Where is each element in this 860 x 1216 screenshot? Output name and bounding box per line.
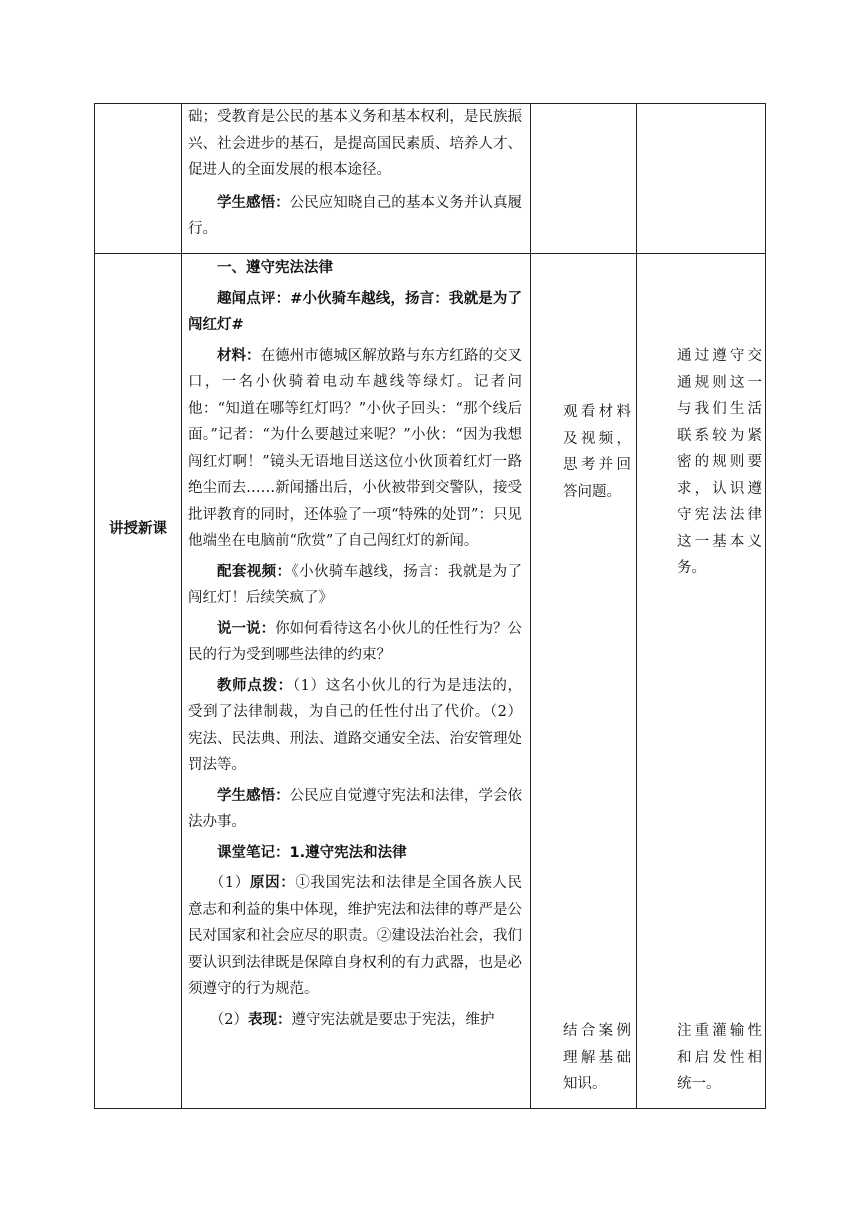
feeling-text: 公民应自觉遵守宪法和法律，学会依法办事。	[188, 787, 522, 830]
section-heading	[188, 255, 522, 282]
design-intent-1	[677, 343, 762, 582]
row-divider	[95, 253, 765, 254]
material-text: 在德州市德城区解放路与东方红路的交叉口，一名小伙骑着电动车越线等绿灯。记者问他：“知道在哪等红灯吗？”小伙子回头：“那个线后面。”记者：“为什么要越过来呢？”小伙：“因为我想闯红灯啊！”镜头无语地目送这位小伙顶着红灯一路绝尘而去……新闻播出后，小伙被带到交警队，接受批评教育的同时，还体验了一项“特殊的处罚”：只见他端坐在电脑前“欣赏”了自己闯红灯的新闻。	[188, 347, 523, 549]
say-text: 你如何看待这名小伙儿的任性行为？公民的行为受到哪些法律的约束？	[188, 620, 523, 663]
student-activity-2-text: 结合案例理解基础知识。	[563, 1023, 631, 1092]
row1-continued-text: 础；受教育是公民的基本义务和基本权利，是民族振兴、社会进步的基石，是提高国民素质、培养人才、促进人的全面发展的根本途径。	[188, 109, 522, 178]
design-intent-1-text: 通过遵守交通规则这一与我们生活联系较为紧密的规则要求，认识遵守宪法法律这一基本义务。	[677, 348, 762, 576]
news-title	[188, 286, 522, 339]
say-paragraph	[188, 616, 522, 669]
news-title-text: 趣闻点评：#小伙骑车越线，扬言：我就是为了闯红灯#	[188, 290, 522, 333]
notes-label: 课堂笔记：	[217, 844, 290, 861]
lesson-table	[94, 103, 766, 1109]
student-activity-1	[563, 399, 631, 505]
teacher-text: （1）这名小伙儿的行为是违法的，受到了法律制裁，为自己的任性付出了代价。（2）宪法、民法典、刑法、道路交通安全法、治安管理处罚法等。	[188, 677, 523, 773]
video-label: 配套视频：	[217, 563, 292, 580]
show-text: 遵守宪法就是要忠于宪法，维护	[291, 1011, 495, 1028]
column-divider	[636, 104, 637, 1108]
notes-paragraph	[188, 840, 522, 867]
heading-text: 一、遵守宪法法律	[217, 260, 333, 276]
row1-content-cell	[188, 104, 522, 243]
design-intent-2-text: 注重灌输性和启发性相统一。	[677, 1023, 762, 1092]
student-feeling-label: 学生感悟：	[217, 194, 290, 211]
feeling-label: 学生感悟：	[217, 787, 290, 804]
student-activity-2	[563, 1018, 631, 1098]
section-label: 讲授新课	[109, 521, 167, 537]
show-paragraph	[188, 1007, 522, 1034]
notes-title: 1.遵守宪法和法律	[289, 844, 407, 861]
say-label: 说一说：	[217, 620, 276, 637]
row1-student-feeling	[188, 190, 522, 243]
reason-paragraph	[188, 870, 522, 1003]
row2-content-cell	[188, 255, 522, 1033]
teacher-label: 教师点拨：	[217, 677, 293, 694]
student-activity-1-text: 观看材料及视频，思考并回答问题。	[563, 404, 631, 500]
reason-label: 原因：	[249, 875, 296, 891]
reason-text: ①我国宪法和法律是全国各族人民意志和利益的集中体现，维护宪法和法律的尊严是公民对国家和社会应尽的职责。②建设法治社会，我们要认识到法律既是保障自身权利的有力武器，也是必须遵守的行为规范。	[188, 875, 523, 997]
column-divider	[181, 104, 182, 1108]
material-label: 材料：	[217, 347, 261, 364]
student-feeling-text: 公民应知晓自己的基本义务并认真履行。	[188, 194, 522, 237]
feeling-paragraph	[188, 783, 522, 836]
video-text: 《小伙骑车越线，扬言：我就是为了闯红灯！后续笑疯了》	[188, 563, 522, 606]
material-paragraph	[188, 343, 522, 555]
reason-prefix: （1）	[209, 875, 250, 891]
show-label: 表现：	[247, 1011, 292, 1028]
teacher-paragraph	[188, 673, 522, 779]
design-intent-2	[677, 1018, 762, 1098]
video-paragraph	[188, 559, 522, 612]
column-divider	[530, 104, 531, 1108]
show-prefix: （2）	[209, 1011, 248, 1028]
